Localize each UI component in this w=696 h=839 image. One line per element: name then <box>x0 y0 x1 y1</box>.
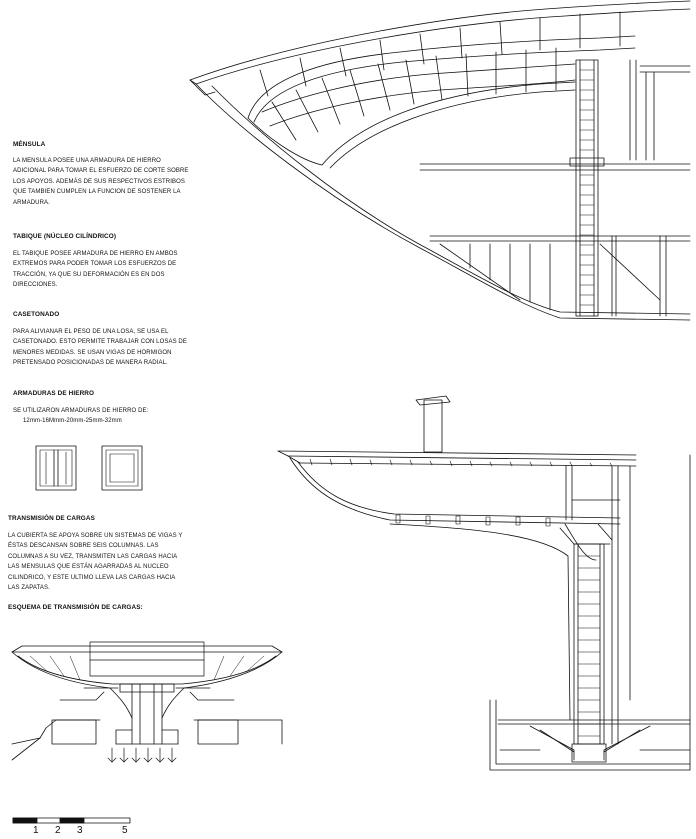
scale-bar <box>13 818 130 823</box>
heading-esquema: ESQUEMA DE TRANSMISIÓN DE CARGAS: <box>8 604 143 611</box>
text-line: LAS MENSULAS QUE ESTÁN AGARRADAS AL NUCLEO <box>8 564 169 571</box>
text-line: QUE TAMBIEN CUMPLEN LA FUNCION DE SOSTENER LA <box>13 189 181 196</box>
text-line: LOS APOYOS. ADEMÁS DE SUS RESPECTIVOS ESTRIBOS <box>13 178 185 185</box>
casetonado-grid <box>262 48 575 140</box>
rebar-section-right <box>102 446 142 490</box>
core-column-middle <box>574 544 604 744</box>
heading-armaduras: ARMADURAS DE HIERRO <box>13 390 95 397</box>
text-line: ARMADURA. <box>13 199 50 206</box>
load-arrows <box>108 748 176 762</box>
heading-casetonado: CASETONADO <box>13 311 60 318</box>
text-line: MENORES MEDIDAS. SE USAN VIGAS DE HORMIGON <box>13 349 172 356</box>
text-line: 12mm-16Mmm-20mm-25mm-32mm <box>23 418 122 425</box>
text-line: PARA ALIVIANAR EL PESO DE UNA LOSA, SE USA EL <box>13 329 169 335</box>
column-rebar-ties <box>580 70 594 305</box>
mensula-section-middle <box>278 396 690 770</box>
footing <box>572 744 606 762</box>
text-line: LA MENSULA POSEE UNA ARMADURA DE HIERRO <box>13 158 161 164</box>
text-line: LA CUBIERTA SE APOYA SOBRE UN SISTEMAS DE VIGAS Y <box>8 533 183 539</box>
scale-label-5: 5 <box>122 825 128 836</box>
load-transmission-scheme <box>12 642 282 762</box>
text-line: EL TABIQUE POSEE ARMADURA DE HIERRO EN AMBOS <box>13 251 178 257</box>
heading-tabique: TABIQUE (NÚCLEO CILÍNDRICO) <box>13 233 117 240</box>
scale-label-1: 1 <box>33 825 39 836</box>
text-line: DIRECCIONES. <box>13 282 58 289</box>
text-line: ÉSTAS DESCANSAN SOBRE SEIS COLUMNAS. LAS <box>8 543 159 550</box>
core-column-top <box>576 60 598 316</box>
text-line: EXTREMOS PARA PODER TOMAR LOS ESFUERZOS DE <box>13 261 177 268</box>
cantilever-section-top <box>190 1 690 320</box>
core-rebar-ties <box>578 556 600 736</box>
scale-label-3: 3 <box>77 825 83 836</box>
text-line: SE UTILIZARON ARMADURAS DE HIERRO DE: <box>13 408 149 414</box>
text-line: COLUMNAS A SU VEZ, TRANSMITEN LAS CARGAS HACIA <box>8 553 178 560</box>
roof-slab-hatch <box>310 459 612 466</box>
scale-label-2: 2 <box>55 825 61 836</box>
rebar-section-left <box>36 446 76 490</box>
text-line: LAS ZAPATAS. <box>8 585 50 592</box>
heading-transmision: TRANSMISIÓN DE CARGAS <box>8 515 95 522</box>
heading-mensula: MÉNSULA <box>13 141 46 148</box>
text-line: ADICIONAL PARA TOMAR EL ESFUERZO DE CORTE SOBRE <box>13 168 189 175</box>
text-line: TRACCIÓN, YA QUE SU DEFORMACIÓN ES EN DOS <box>13 271 165 278</box>
text-line: CASETONADO. ESTO PERMITE TRABAJAR CON LOSAS DE <box>13 339 187 346</box>
text-line: CILINDRICO, Y ESTE ULTIMO LLEVA LAS CARGAS HACIA <box>8 574 176 581</box>
vent-stack <box>424 400 442 452</box>
mid-beam-joint <box>570 158 604 166</box>
text-line: PRETENSADO POSICIONADAS DE MANERA RADIAL. <box>13 360 168 367</box>
